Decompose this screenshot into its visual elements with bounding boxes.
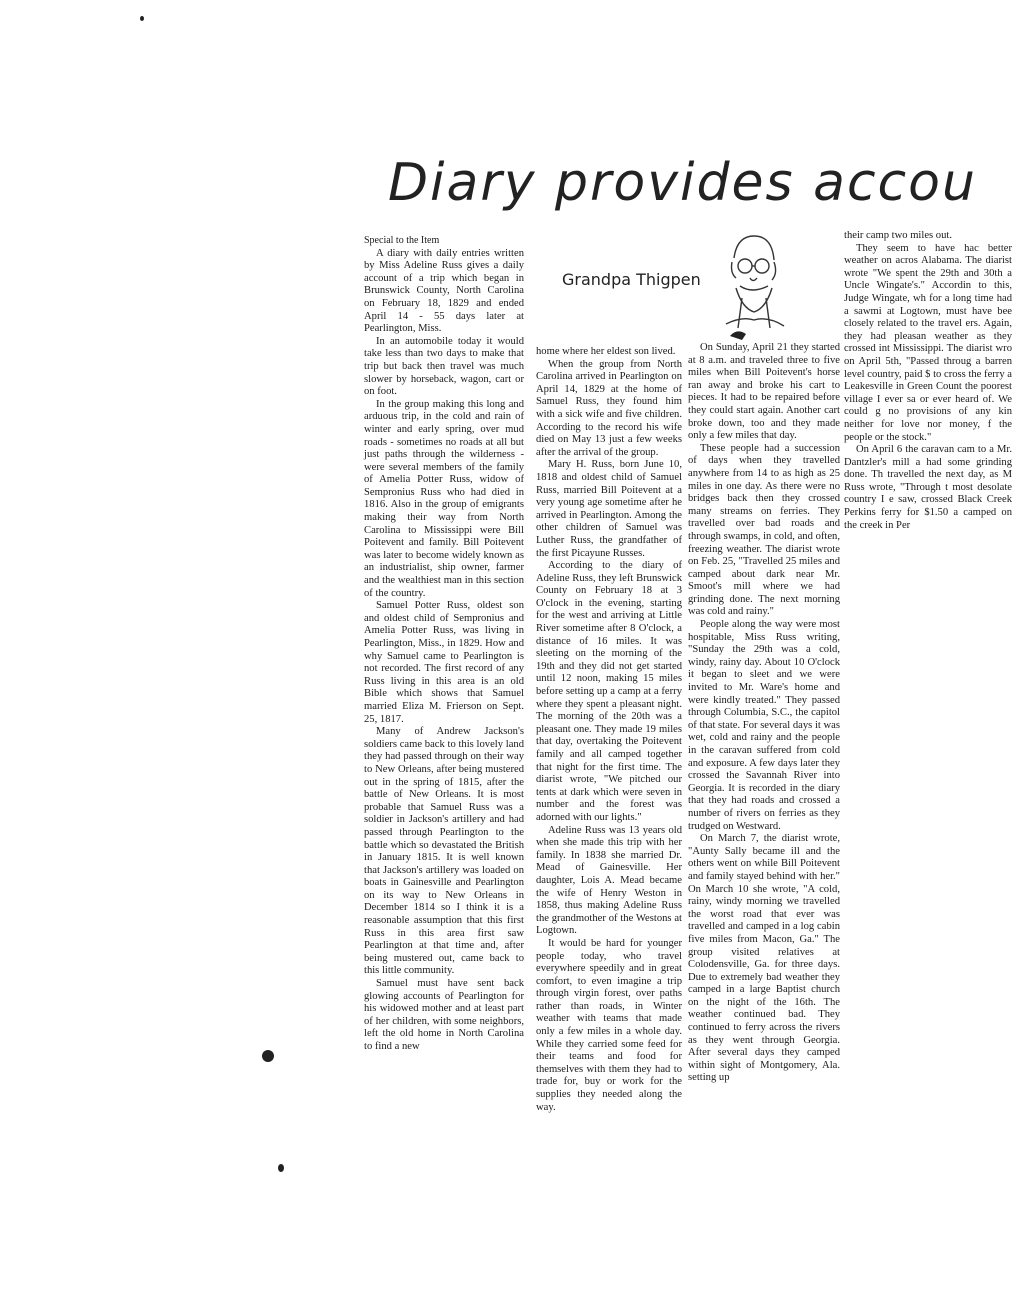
paragraph: Samuel Potter Russ, oldest son and oldest child of Sempronius and Amelia Potter Russ, was living in Pearlington, Miss., in 1829. How and why Samuel came to Pearlington is not recorded. The first record of any Russ living in this area is an old Bible which shows that Samuel married Eliza M. Frierson on Sept. 25, 1817. — [364, 600, 524, 725]
paragraph: their camp two miles out. — [844, 230, 952, 241]
byline: Special to the Item — [364, 235, 440, 246]
paragraph: According to the diary of Adeline Russ, they left Brunswick County on February 18 at 3 O'clock in the evening, starting for the west and arriving at Little River sometime after 8 O'clock, a distance of 16 miles. It was sleeting on the morning of the 19th and they did not get started until 12 noon, making 15 miles before setting up a camp at a ferry where they spent a pleasant night. The morning of the 20th was a pleasant one. They made 19 miles that day, overtaking the Poitevent family and all camped together that night for the first time. The diarist wrote, "We pitched our tents at dark which were seven in number and the forest was adorned with our lights." — [536, 560, 682, 823]
paragraph: home where her eldest son lived. — [536, 346, 676, 357]
paragraph: A diary with daily entries written by Miss Adeline Russ gives a daily account of a trip which began in Brunswick County, North Carolina on February 18, 1829 and ended April 14 - 55 days later at Pearlington, Miss. — [364, 247, 524, 335]
ink-speck — [140, 16, 144, 21]
paragraph: On April 6 the caravan cam to a Mr. Dantzler's mill a had some grinding done. Th travelled the next day, as M Russ wrote, "Through t most desolate country I e saw, crossed Black Creek Perkins ferry for $1.50 a camped on the creek in Per — [844, 444, 1012, 531]
portrait-illustration — [712, 228, 792, 343]
paragraph: In an automobile today it would take less than two days to make that trip but back then travel was much slower by horseback, wagon, cart or on foot. — [364, 335, 524, 398]
column-3 — [688, 342, 840, 1085]
column-1 — [364, 235, 524, 1054]
paragraph: In the group making this long and arduous trip, in the cold and rain of winter and early spring, over mud roads - sometimes no roads at all but just paths through the wilderness - were several members of the family of Amelia Potter Russ, widow of Sempronius Russ who had died in 1816. Also in the group of emigrants making their way from North Carolina to Mississippi were Bill Poitevent and family. Bill Poitevent was later to become widely known as an industrialist, ship owner, farmer and the wealthiest man in this section of the country. — [364, 398, 524, 599]
paragraph: They seem to have hac better weather on acros Alabama. The diarist wrote "We spent the 29th and 30th a Uncle Wingate's." Accordin to this, Judge Wingate, wh for a long time had a sawmi at Logtown, must have bee closely related to the travel ers. Again, they had pleasan weather as they crossed int Mississippi. The diarist wro on April 5th, "Passed throug a barren level country, paid $ to cross the ferry a Leakesville in Green Count the poorest village I ever sa or ever heard of. We could g no provisions of any kin neither for love nor money, f the people or the stock." — [844, 242, 1012, 443]
paragraph: People along the way were most hospitable, Miss Russ writing, "Sunday the 29th was a cold, windy, rainy day. About 10 O'clock it began to sleet and we were invited to Mr. Ware's home and were kindly treated." They passed through Columbia, S.C., the capitol of that state. For several days it was wet, cold and rainy and the people in the caravan suffered from cold and exposure. A few days later they crossed the Savannah River into Georgia. It is recorded in the diary that they had roads and crossed a number of rivers on ferries as they trudged on Westward. — [688, 619, 840, 832]
ink-blot — [262, 1050, 274, 1062]
column-logo: Grandpa Thigpen — [562, 270, 701, 289]
paragraph: On Sunday, April 21 they started at 8 a.m. and traveled three to five miles when Bill Poitevent's horse ran away and broke his cart to pieces. It had to be repaired before they could start again. Another cart broke down, too and they made only a few miles that day. — [688, 342, 840, 442]
paragraph: Mary H. Russ, born June 10, 1818 and oldest child of Samuel Russ, married Bill Poitevent at a very young age sometime after he arrived in Pearlington. Among the other children of Samuel was Luther Russ, the grandfather of the first Picayune Russes. — [536, 459, 682, 559]
paragraph: These people had a succession of days when they travelled anywhere from 14 to as high as 25 miles in one day. As there were no bridges back then they crossed many streams on ferries. They travelled over bad roads and through swamps, in cold, and often, freezing weather. The diarist wrote on Feb. 25, "Travelled 25 miles and camped about dark near Mr. Smoot's mill where we had grinding done. The next morning was cold and rainy." — [688, 442, 840, 618]
paragraph: It would be hard for younger people today, who travel everywhere speedily and in great comfort, to even imagine a trip through virgin forest, over paths rather than roads, in Winter weather with teams that made only a few miles in a whole day. While they carried some feed for their teams and food for themselves with them they had to trade for, buy or work for the supplies they needed along the way. — [536, 937, 682, 1113]
ink-speck — [278, 1164, 284, 1172]
column-2 — [536, 346, 682, 1114]
paragraph: On March 7, the diarist wrote, "Aunty Sally became ill and the others went on while Bill Poitevent and family stayed behind with her." On March 10 she wrote, "A cold, rainy, windy morning we travelled the worst road that ever was travelled and camped in a log cabin five miles from Macon, Ga." The group visited relatives at Colodensville, Ga. for three days. Due to extremely bad weather they camped in a large Baptist church on the night of the 16th. The weather continued bad. They continued to ferry across the rivers as they went through Georgia. After several days they camped within sight of Montgomery, Ala. setting up — [688, 833, 840, 1084]
paragraph: When the group from North Carolina arrived in Pearlington on April 14, 1829 at the home of Samuel Russ, they found him with a sick wife and five children. According to the record his wife died on May 13 just a few weeks after the arrival of the group. — [536, 358, 682, 458]
paragraph: Samuel must have sent back glowing accounts of Pearlington for his widowed mother and at least part of her children, with some neighbors, left the old home in North Carolina to find a new — [364, 978, 524, 1052]
paragraph: Many of Andrew Jackson's soldiers came back to this lovely land they had passed through on their way to New Orleans, after being mustered out in the spring of 1815, after the battle of New Orleans. It is most probable that Samuel Russ was a soldier in Jackson's artillery and had passed through Pearlington to the battle which so devastated the British in January 1815. It is well known that Jackson's artillery was loaded on boats in Gainesville and Pearlington on its way to New Orleans in December 1814 so I think it is a reasonable assumption that this first Russ in this area first saw Pearlington at that time and, after being mustered out, came back to this little community. — [364, 726, 524, 977]
headline: Diary provides accou — [388, 153, 977, 213]
paragraph: Adeline Russ was 13 years old when she made this trip with her family. In 1838 she married Dr. Mead of Gainesville. Her daughter, Lois A. Mead became the wife of Henry Weston in 1858, thus making Adeline Russ the grandmother of the Westons at Logtown. — [536, 824, 682, 937]
column-4 — [844, 230, 1012, 532]
